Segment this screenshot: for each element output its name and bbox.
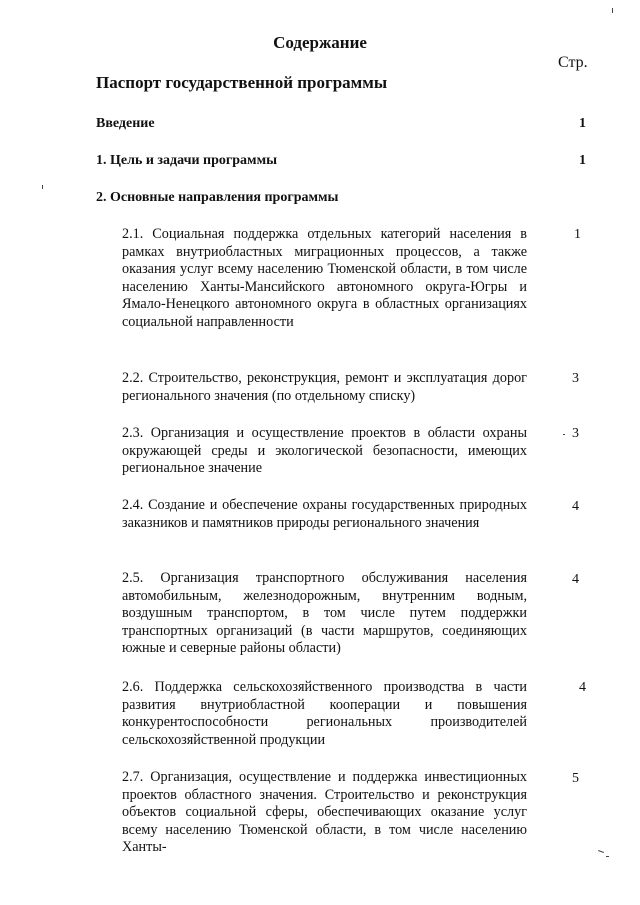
toc-label: 1. Цель и задачи программы [96,153,278,168]
toc-page-number: 1 [579,153,586,168]
toc-entry-2-3 [122,425,527,478]
scan-speck [612,8,613,13]
toc-entry-page: 5 [572,771,579,786]
toc-entry-text: 2.6. Поддержка сельскохозяйственного производства в части развития внутриобластной кооперации и повышения конкурентоспособности региональных производителей сельскохозяйственной продукции [122,679,527,748]
toc-page-number: 1 [579,116,586,131]
page-title: Содержание [273,33,367,52]
toc-entry-text: 2.1. Социальная поддержка отдельных категорий населения в рамках внутриобластных миграционных процессов, а также оказания услуг всему населению Тюменской области, в том числе населению Ханты-Мансийского автономного округа-Югры и Ямало-Ненецкого автономного округа в областных организациях социальной направленности [122,226,527,330]
passport-heading: Паспорт государственной программы [96,73,388,92]
scan-speck [606,856,609,857]
toc-entry-text: 2.2. Строительство, реконструкция, ремонт и эксплуатация дорог регионального значения (по отдельному списку) [122,370,527,404]
toc-entry-2-4 [122,497,527,532]
toc-entry-page: 3 [572,371,579,386]
toc-entry-2-6 [122,679,527,749]
toc-entry-page: 4 [572,572,579,587]
scan-speck [42,185,43,189]
toc-entry-page: 1 [574,227,581,242]
toc-entry-text: 2.4. Создание и обеспечение охраны государственных природных заказников и памятников природы регионального значения [122,497,527,531]
toc-entry-page: 3 [572,426,579,441]
toc-entry-2-2 [122,370,527,405]
scan-speck [598,850,604,853]
toc-entry-page: 4 [579,680,586,695]
toc-entry-text: 2.3. Организация и осуществление проектов в области охраны окружающей среды и экологической безопасности, имеющих региональное значение [122,425,527,476]
scan-speck [563,434,565,435]
toc-entry-2-5 [122,570,527,658]
toc-entry-page: 4 [572,499,579,514]
page-column-header: Стр. [558,54,588,71]
toc-entry-text: 2.7. Организация, осуществление и поддержка инвестиционных проектов областного значения. Строительство и реконструкция объектов социальной сферы, обеспечивающих оказание услуг всему населению Тюменской области, в том числе населению Ханты- [122,769,527,855]
toc-entry-2-7 [122,769,527,857]
toc-entry-2-1 [122,226,527,331]
toc-label: Введение [96,116,155,131]
toc-label: 2. Основные направления программы [96,190,339,205]
toc-entry-text: 2.5. Организация транспортного обслуживания населения автомобильным, железнодорожным, внутренним водным, воздушным транспортом, в том числе путем поддержки транспортных организаций (в части маршрутов, соединяющих южные и северные районы области) [122,570,527,656]
